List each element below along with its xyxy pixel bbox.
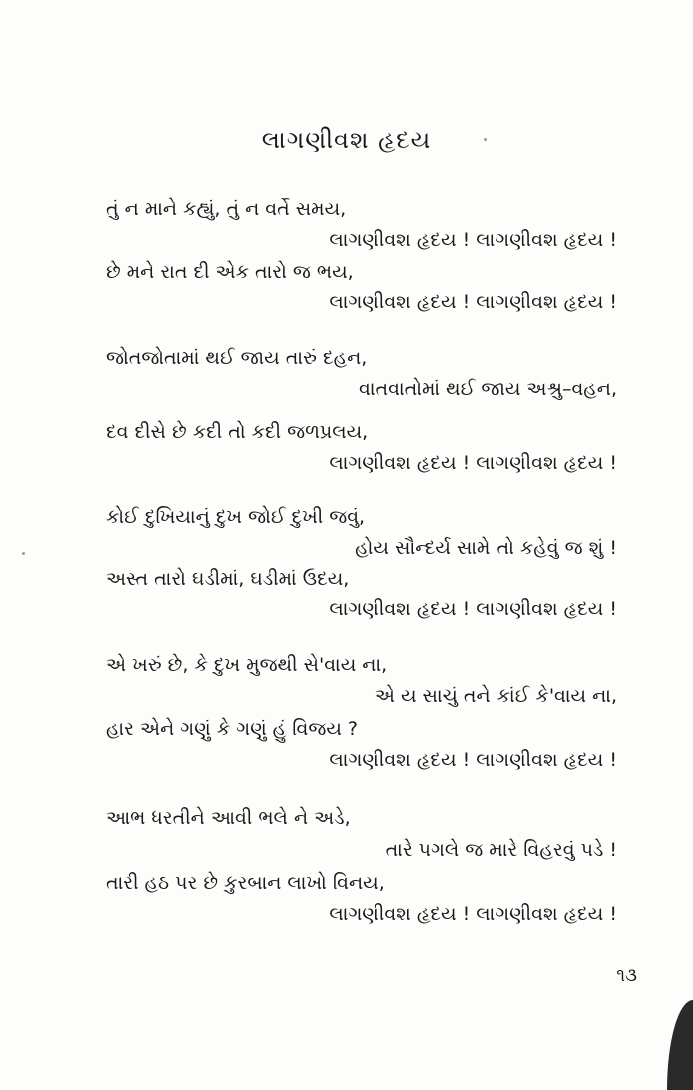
poem-line: જોતજોતામાં થઈ જાય તારું દહન, xyxy=(106,347,368,369)
page-curl-shadow xyxy=(667,1000,693,1090)
poem-line: હોય સૌન્દર્ય સામે તો કહેવું જ શું ! xyxy=(355,537,617,559)
poem-refrain: લાગણીવશ હૃદય ! લાગણીવશ હૃદય ! xyxy=(329,452,617,474)
poem-line: દવ દીસે છે કદી તો કદી જળપ્રલય, xyxy=(106,421,369,443)
poem-line: એ ખરું છે, કે દુખ મુજથી સે'વાય ના, xyxy=(106,654,388,676)
poem-line: કોઈ દુખિયાનું દુખ જોઈ દુખી જવું, xyxy=(106,506,366,528)
poem-line: વાતવાતોમાં થઈ જાય અશ્રુ–વહન, xyxy=(359,378,617,400)
poem-refrain: લાગણીવશ હૃદય ! લાગણીવશ હૃદય ! xyxy=(329,903,617,925)
poem-line: એ ય સાચું તને કાંઈ કે'વાય ના, xyxy=(374,685,617,707)
paper-speck xyxy=(22,552,25,555)
poem-refrain: લાગણીવશ હૃદય ! લાગણીવશ હૃદય ! xyxy=(329,598,617,620)
poem-line: તારે પગલે જ મારે વિહરવું પડે ! xyxy=(385,839,617,861)
page-number: ૧૩ xyxy=(616,965,637,986)
poem-line: અસ્ત તારો ઘડીમાં, ઘડીમાં ઉદય, xyxy=(106,568,350,590)
poem-refrain: લાગણીવશ હૃદય ! લાગણીવશ હૃદય ! xyxy=(329,291,617,313)
poem-line: તારી હઠ પર છે કુરબાન લાખો વિનય, xyxy=(106,872,385,894)
poem-line: છે મને રાત દી એક તારો જ ભય, xyxy=(106,261,354,283)
poem-line: આભ ધરતીને આવી ભલે ને અડે, xyxy=(106,807,351,829)
poem-refrain: લાગણીવશ હૃદય ! લાગણીવશ હૃદય ! xyxy=(329,749,617,771)
paper-speck xyxy=(484,138,487,141)
poem-refrain: લાગણીવશ હૃદય ! લાગણીવશ હૃદય ! xyxy=(329,229,617,251)
poem-line: તું ન માને કહ્યું, તું ન વર્તે સમય, xyxy=(106,198,347,220)
poem-title: લાગણીવશ હૃદય xyxy=(261,126,432,154)
poem-line: હાર એને ગણું કે ગણું હું વિજય ? xyxy=(106,718,359,740)
